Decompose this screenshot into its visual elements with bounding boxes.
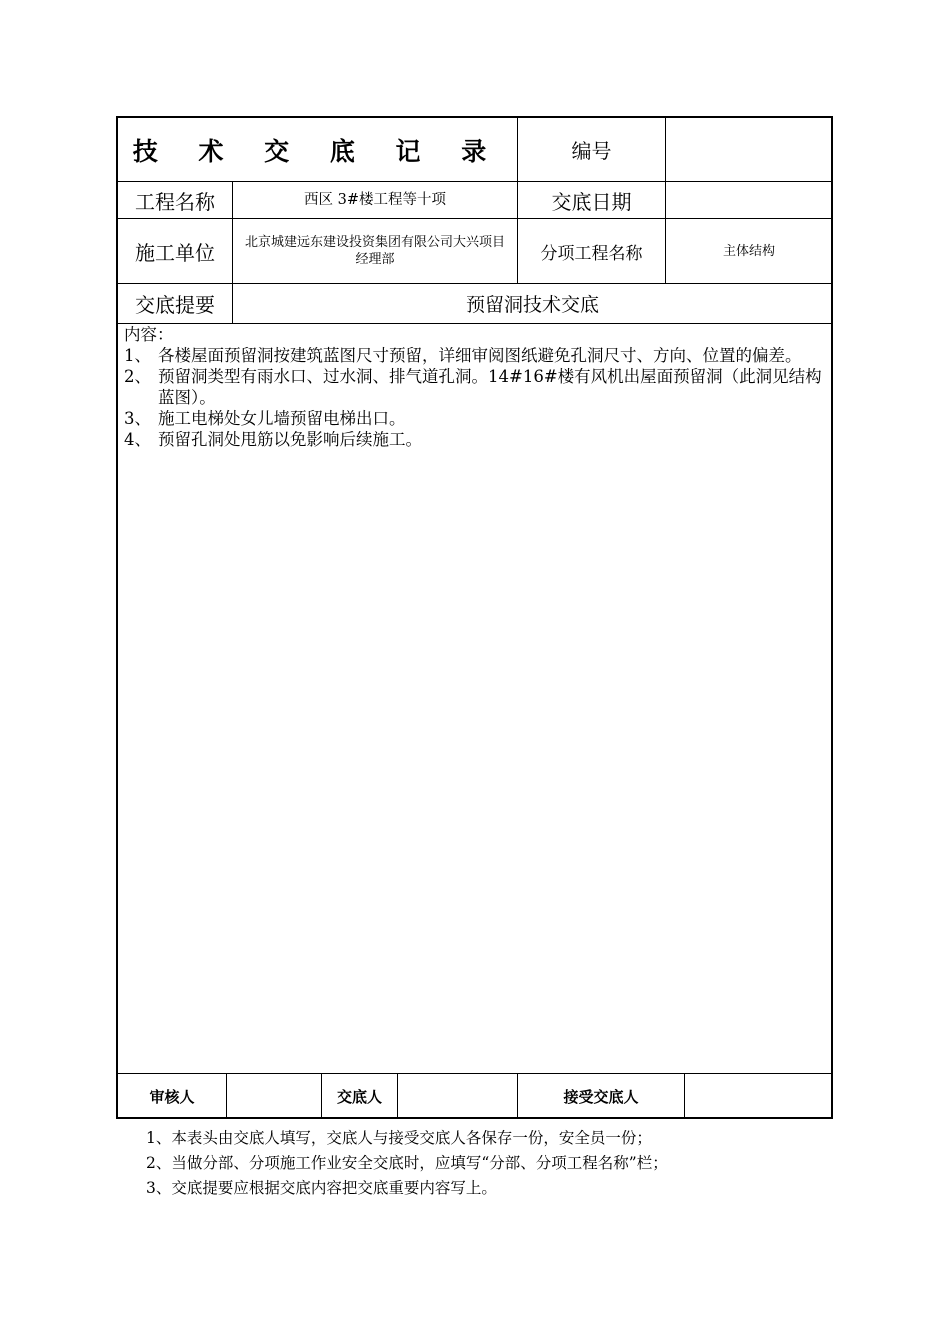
subitem-label: 分项工程名称 bbox=[540, 243, 643, 264]
reviewer-label: 审核人 bbox=[149, 1087, 195, 1106]
receiver-field[interactable] bbox=[685, 1074, 832, 1118]
discloser-field[interactable] bbox=[398, 1074, 517, 1118]
content-item bbox=[124, 345, 830, 366]
content-item bbox=[124, 366, 830, 408]
unit-value[interactable]: 北京城建远东建设投资集团有限公司大兴项目经理部 bbox=[244, 235, 505, 267]
number-field[interactable] bbox=[666, 118, 832, 181]
item-text: 施工电梯处女儿墙预留电梯出口。 bbox=[158, 409, 406, 428]
content-heading: 内容： bbox=[124, 325, 174, 344]
item-text: 各楼屋面预留洞按建筑蓝图尺寸预留，详细审阅图纸避免孔洞尺寸、方向、位置的偏差。 bbox=[158, 346, 802, 365]
content-area[interactable] bbox=[124, 324, 830, 450]
date-label: 交底日期 bbox=[551, 189, 632, 214]
footnotes bbox=[146, 1126, 668, 1201]
date-field[interactable] bbox=[666, 182, 832, 218]
footnote: 1、本表头由交底人填写，交底人与接受交底人各保存一份，安全员一份； bbox=[146, 1129, 652, 1147]
reviewer-field[interactable] bbox=[227, 1074, 321, 1118]
project-name-value[interactable]: 西区 3#楼工程等十项 bbox=[304, 191, 446, 208]
summary-label: 交底提要 bbox=[135, 293, 215, 317]
form-title: 技 术 交 底 记 录 bbox=[132, 136, 503, 166]
item-number: 2、 bbox=[124, 367, 151, 386]
item-number: 3、 bbox=[124, 409, 151, 428]
item-number: 1、 bbox=[124, 346, 151, 365]
item-number: 4、 bbox=[124, 430, 151, 449]
content-item bbox=[124, 429, 830, 450]
unit-label: 施工单位 bbox=[135, 240, 215, 265]
subitem-value[interactable]: 主体结构 bbox=[722, 243, 775, 259]
footnote: 3、交底提要应根据交底内容把交底重要内容写上。 bbox=[146, 1179, 497, 1197]
number-label: 编号 bbox=[571, 139, 612, 163]
discloser-label: 交底人 bbox=[336, 1087, 382, 1106]
project-name-label: 工程名称 bbox=[135, 189, 215, 214]
item-text: 预留洞类型有雨水口、过水洞、排气道孔洞。14#16#楼有风机出屋面预留洞（此洞见结构蓝图）。 bbox=[158, 367, 822, 407]
item-text: 预留孔洞处甩筋以免影响后续施工。 bbox=[158, 430, 422, 449]
summary-value[interactable]: 预留洞技术交底 bbox=[465, 294, 599, 316]
footnote: 2、当做分部、分项施工作业安全交底时，应填写“分部、分项工程名称”栏； bbox=[146, 1154, 668, 1172]
content-item bbox=[124, 408, 830, 429]
receiver-label: 接受交底人 bbox=[563, 1087, 639, 1106]
